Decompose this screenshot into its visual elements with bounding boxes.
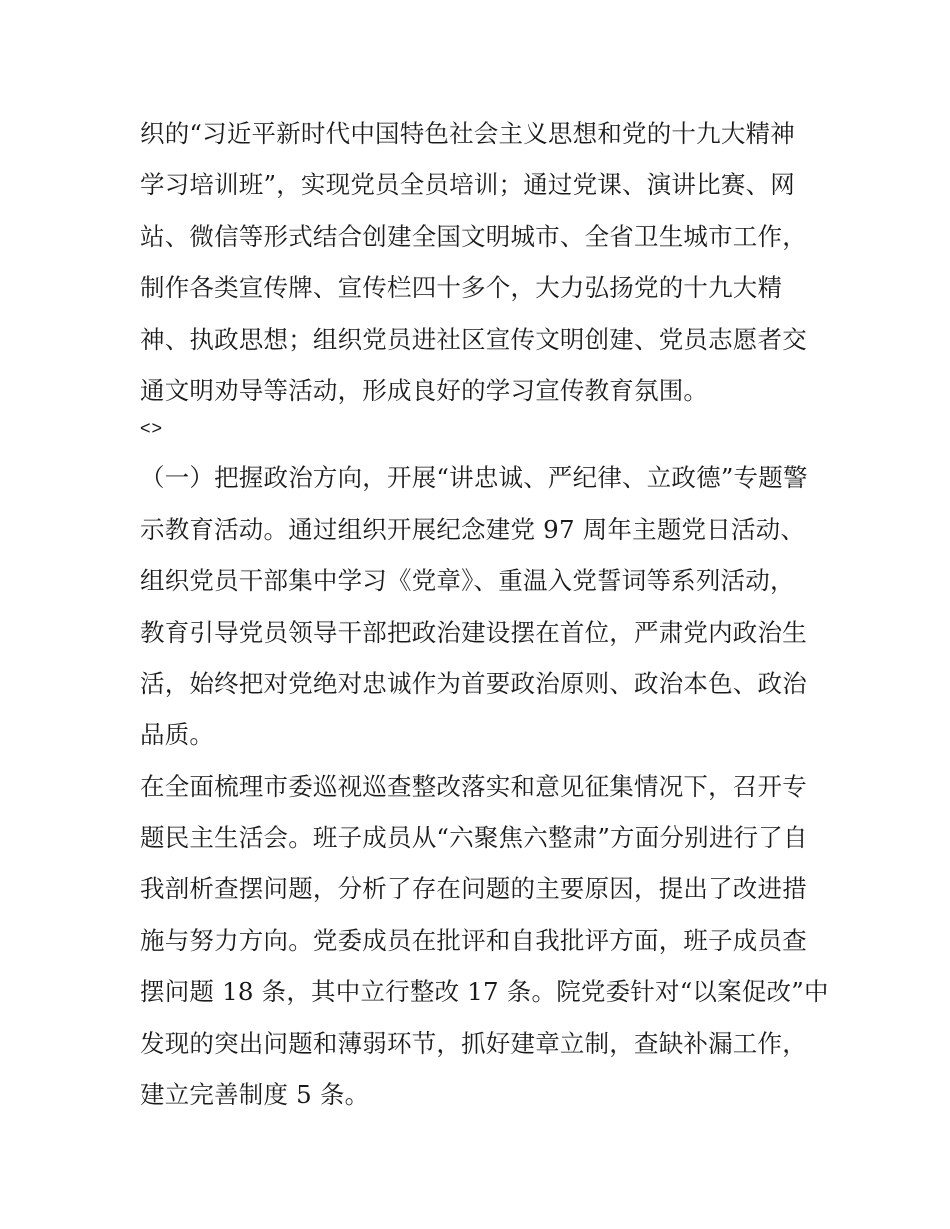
text-line: 通文明劝导等活动，形成良好的学习宣传教育氛围。 (140, 375, 709, 405)
text-line: 品质。 (140, 720, 215, 750)
paragraph-1 (140, 108, 816, 416)
text-line: 制作各类宣传牌、宣传栏四十多个，大力弘扬党的十九大精 (140, 273, 783, 303)
text-line: 建立完善制度 5 条。 (140, 1080, 370, 1110)
text-line: 摆问题 18 条，其中立行整改 17 条。院党委针对“以案促改”中 (140, 977, 829, 1007)
text-line: 在全面梳理市委巡视巡查整改落实和意见征集情况下，召开专 (140, 771, 807, 801)
text-line: 题民主生活会。班子成员从“六聚焦六整肃”方面分别进行了自 (140, 823, 808, 853)
text-line: 组织党员干部集中学习《党章》、重温入党誓词等系列活动， (140, 566, 795, 596)
text-line: （一）把握政治方向，开展“讲忠诚、严纪律、立政德”专题警 (140, 463, 808, 493)
document-body (140, 108, 829, 1120)
text-line: 示教育活动。通过组织开展纪念建党 97 周年主题党日活动、 (140, 514, 806, 544)
paragraph-2 (140, 452, 816, 760)
text-line: 神、执政思想；组织党员进社区宣传文明创建、党员志愿者交 (140, 324, 807, 354)
text-line: 教育引导党员领导干部把政治建设摆在首位，严肃党内政治生 (140, 617, 807, 647)
text-line: 施与努力方向。党委成员在批评和自我批评方面，班子成员查 (140, 925, 807, 955)
text-line: 活，始终把对党绝对忠诚作为首要政治原则、政治本色、政治 (140, 668, 807, 698)
section-marker: <> (140, 418, 164, 439)
text-line: 站、微信等形式结合创建全国文明城市、全省卫生城市工作， (140, 221, 807, 251)
text-line: 我剖析查摆问题，分析了存在问题的主要原因，提出了改进措 (140, 874, 807, 904)
paragraph-3 (140, 761, 829, 1121)
text-line: 学习培训班”，实现党员全员培训；通过党课、演讲比赛、网 (140, 170, 795, 200)
text-line: 织的“习近平新时代中国特色社会主义思想和党的十九大精神 (140, 119, 795, 148)
text-line: 发现的突出问题和薄弱环节，抓好建章立制，查缺补漏工作， (140, 1028, 807, 1058)
